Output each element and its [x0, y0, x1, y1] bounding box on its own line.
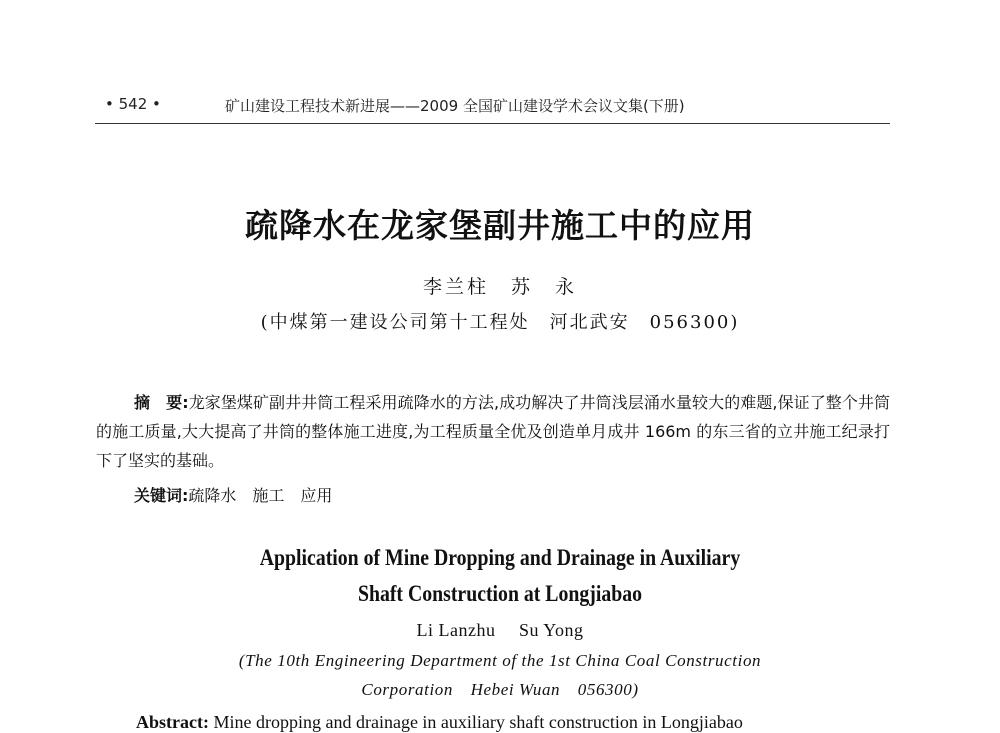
authors-en: Li Lanzhu Su Yong — [416, 620, 584, 640]
running-head: 矿山建设工程技术新进展——2009 全国矿山建设学术会议文集(下册) — [225, 97, 685, 115]
keywords-label-cn: 关键词: — [134, 486, 189, 505]
abstract-text-en: Mine dropping and drainage in auxiliary shaft construction in Longjiabao — [213, 712, 743, 732]
paper-title-en — [70, 540, 930, 612]
title-en-line2: Shaft Construction at Longjiabao — [357, 581, 643, 606]
header-rule — [95, 123, 890, 124]
affiliation-en-line2: Corporation Hebei Wuan 056300) — [361, 680, 639, 699]
page-number: • 542 • — [105, 95, 161, 113]
keywords-cn — [134, 483, 332, 506]
abstract-label-en: Abstract: — [136, 712, 209, 732]
abstract-text-cn: 龙家堡煤矿副井井筒工程采用疏降水的方法,成功解决了井筒浅层涌水量较大的难题,保证了整个井筒的施工质量,大大提高了井筒的整体施工进度,为工程质量全优及创造单月成井 166m 的东三省的立井施工纪录打下了坚实的基础。 — [96, 393, 890, 470]
authors-cn: 李兰柱 苏 永 — [422, 276, 577, 298]
affiliation-en — [0, 646, 1000, 704]
affiliation-en-line1: (The 10th Engineering Department of the 1st China Coal Construction — [238, 651, 762, 670]
abstract-en — [136, 712, 896, 733]
abstract-cn — [96, 388, 890, 475]
abstract-label-cn: 摘 要: — [134, 393, 189, 412]
keywords-text-cn: 疏降水 施工 应用 — [188, 486, 333, 505]
page-header — [95, 93, 890, 117]
affiliation-cn: (中煤第一建设公司第十工程处 河北武安 056300) — [260, 312, 740, 333]
title-en-line1: Application of Mine Dropping and Drainage in Auxiliary — [259, 545, 741, 570]
paper-title-cn: 疏降水在龙家堡副井施工中的应用 — [245, 206, 755, 245]
